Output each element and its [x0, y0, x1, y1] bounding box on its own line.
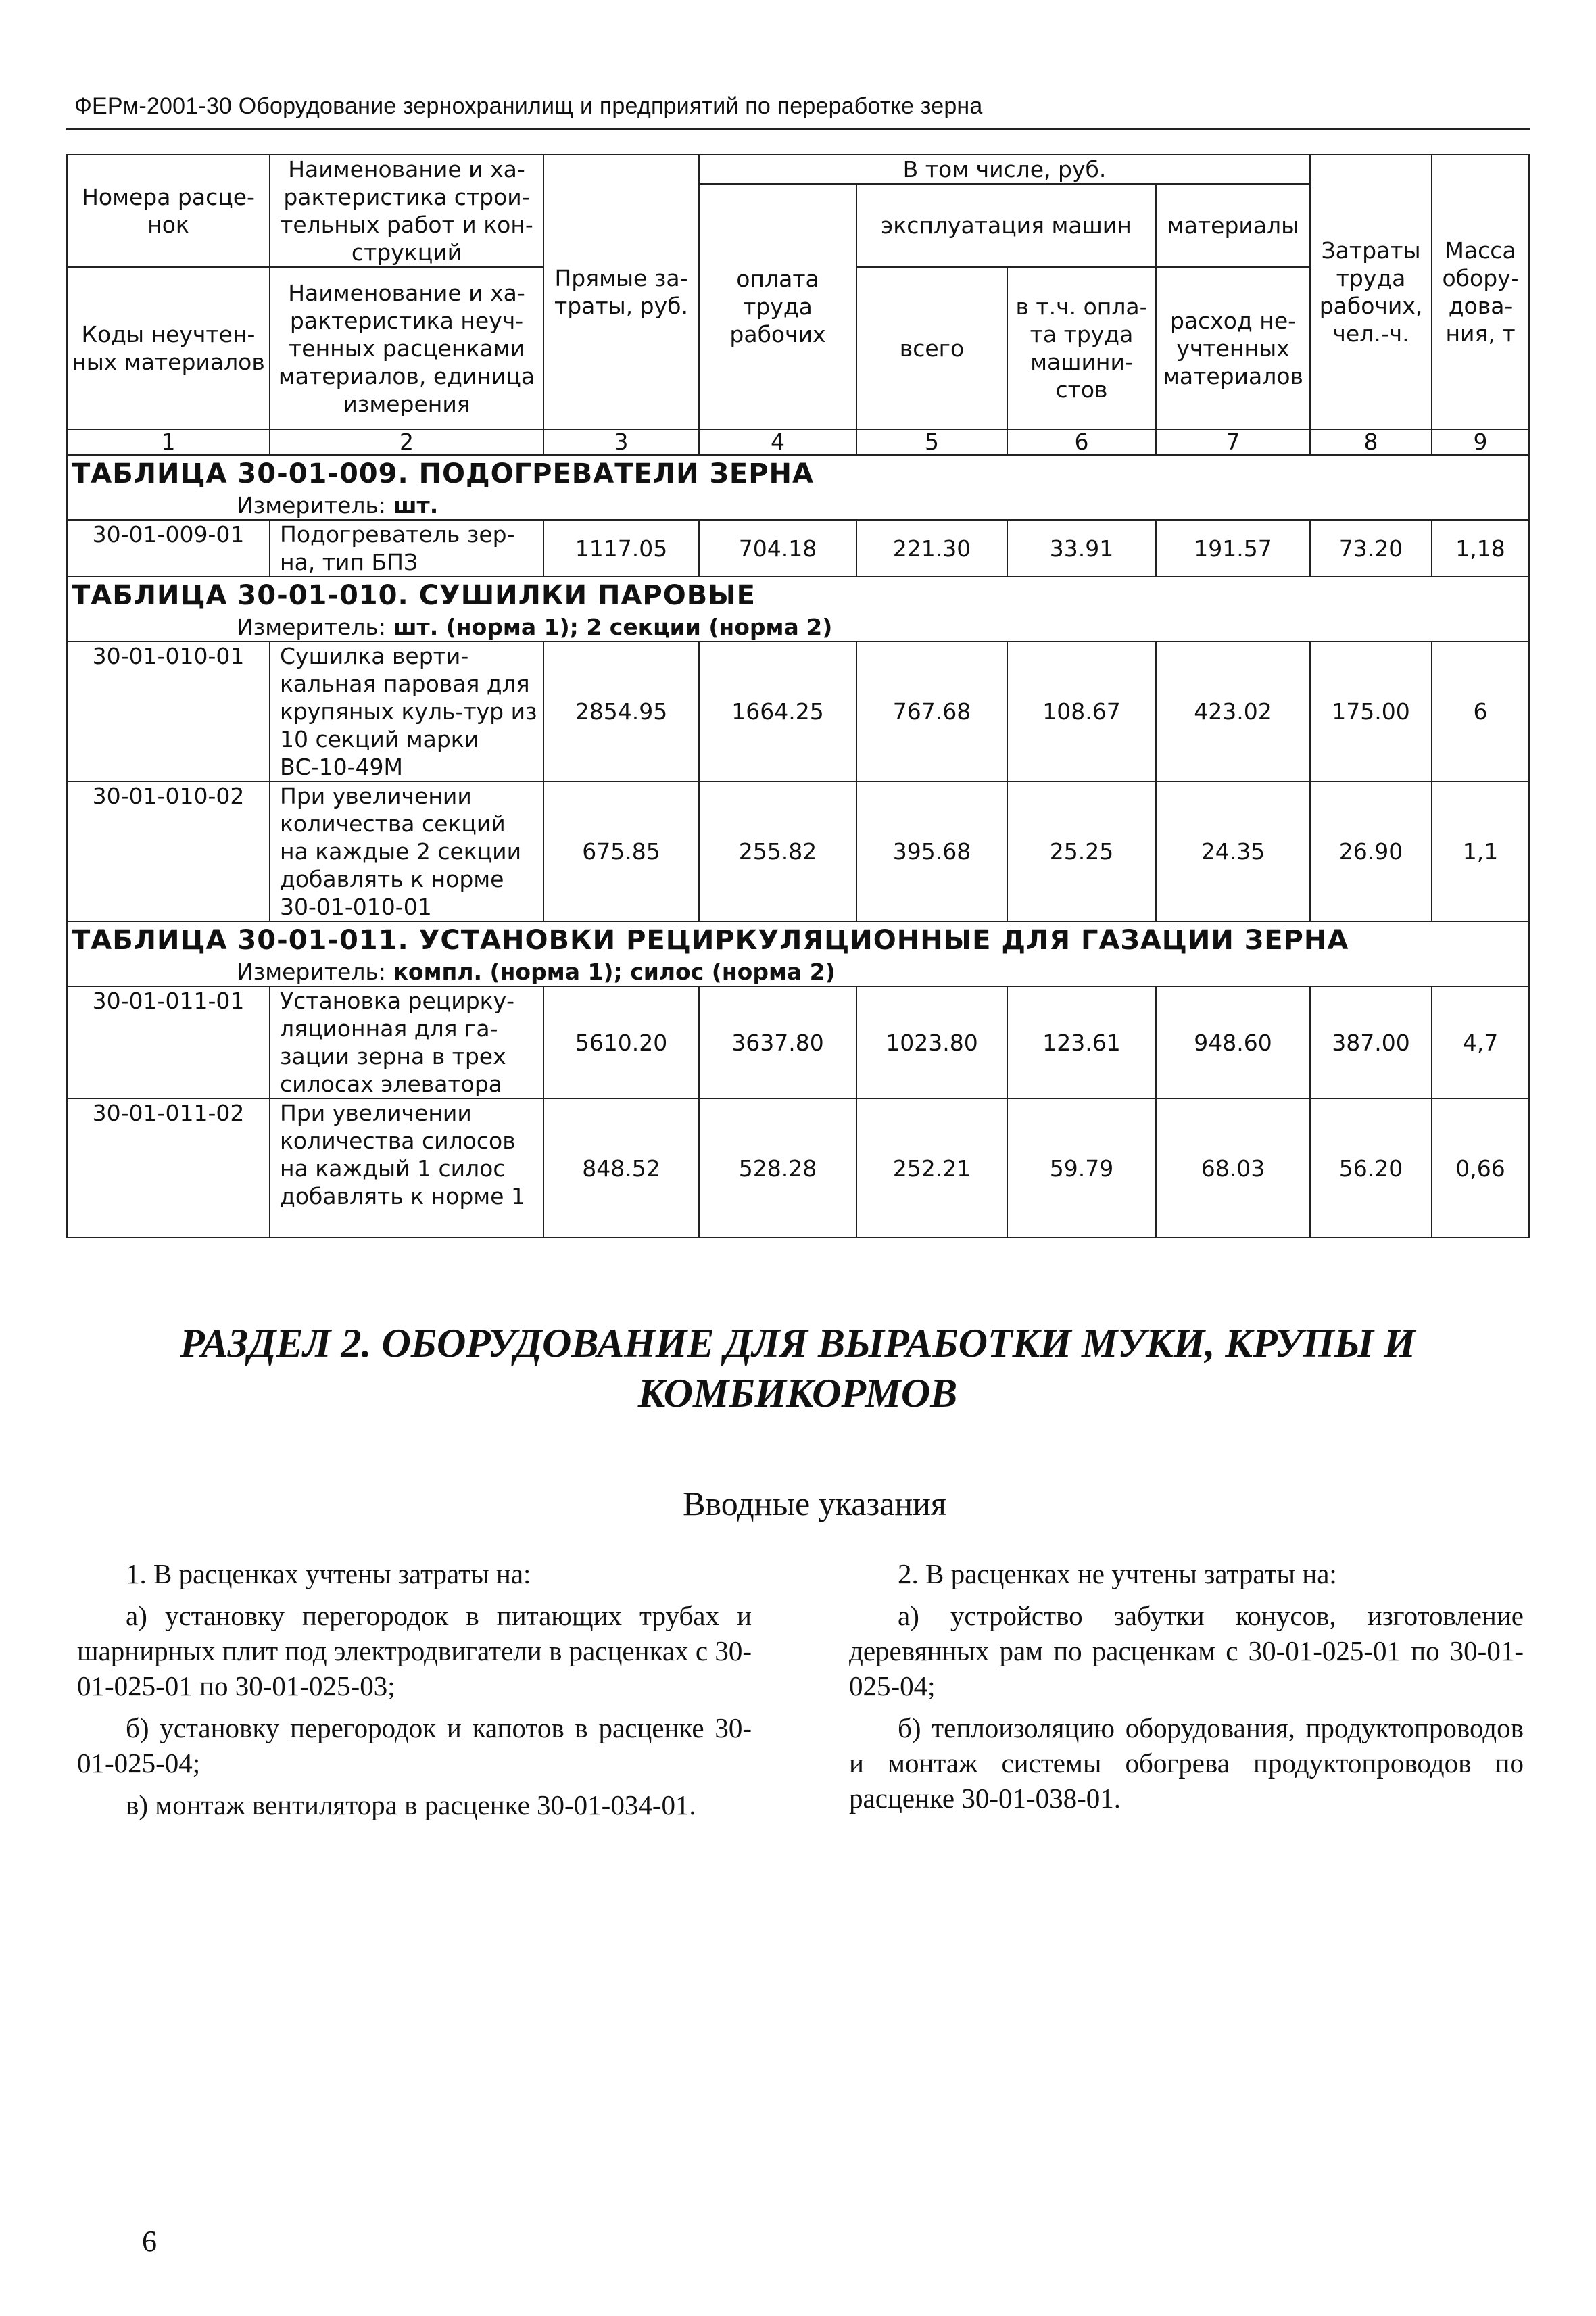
running-head: ФЕРм-2001-30 Оборудование зернохранилищ и предприятий по переработке зерна — [74, 93, 983, 119]
rate-description: Сушилка верти-кальная паровая для крупяных куль-тур из 10 секций марки ВС-10-49М — [270, 642, 543, 781]
header-unaccounted-consumption: расход не-учтенных материалов — [1156, 267, 1310, 429]
unit-label: Измеритель: — [237, 959, 387, 985]
materials-value: 948.60 — [1156, 986, 1310, 1099]
table-title-row — [67, 455, 1529, 520]
note-paragraph: 1. В расценках учтены затраты на: — [126, 1558, 531, 1589]
direct-costs: 1117.05 — [543, 520, 699, 577]
note-paragraph: а) установку перегородок в питающих трубах и шарнирных плит под электродвигатели в расценках с 30-01-025-01 по 30-01-025-03; — [77, 1600, 752, 1702]
machinist-pay: 108.67 — [1007, 642, 1156, 781]
header-including: В том числе, руб. — [699, 155, 1310, 184]
labor-costs: 73.20 — [1310, 520, 1432, 577]
worker-pay: 255.82 — [699, 781, 856, 921]
direct-costs: 2854.95 — [543, 642, 699, 781]
section-title-line: РАЗДЕЛ 2. ОБОРУДОВАНИЕ ДЛЯ ВЫРАБОТКИ МУКИ, КРУПЫ И — [180, 1321, 1416, 1366]
column-number: 6 — [1007, 429, 1156, 455]
header-unaccounted-codes: Коды неучтен-ных материалов — [67, 267, 270, 429]
section-title-line: КОМБИКОРМОВ — [637, 1371, 958, 1416]
page-number: 6 — [142, 2225, 157, 2258]
equipment-mass: 4,7 — [1432, 986, 1529, 1099]
rate-code: 30-01-010-02 — [67, 781, 270, 921]
machines-total: 395.68 — [856, 781, 1007, 921]
table-row — [67, 520, 1529, 577]
rate-description: Подогреватель зер-на, тип БПЗ — [270, 520, 543, 577]
labor-costs: 175.00 — [1310, 642, 1432, 781]
machines-total: 1023.80 — [856, 986, 1007, 1099]
machines-total: 252.21 — [856, 1099, 1007, 1238]
worker-pay: 1664.25 — [699, 642, 856, 781]
machinist-pay: 25.25 — [1007, 781, 1156, 921]
column-number: 3 — [543, 429, 699, 455]
table-title-row — [67, 577, 1529, 642]
machines-total: 221.30 — [856, 520, 1007, 577]
table-title: ТАБЛИЦА 30-01-009. ПОДОГРЕВАТЕЛИ ЗЕРНА — [72, 458, 814, 489]
header-direct-costs: Прямые за-траты, руб. — [543, 155, 699, 429]
note-paragraph: б) теплоизоляцию оборудования, продуктопроводов и монтаж системы обогрева продуктопроводов по расценке 30-01-038-01. — [849, 1712, 1524, 1814]
equipment-mass: 6 — [1432, 642, 1529, 781]
note-paragraph: а) устройство забутки конусов, изготовление деревянных рам по расценкам с 30-01-025-01 по 30-01-025-04; — [849, 1600, 1524, 1702]
unit-value: шт. — [393, 492, 439, 518]
materials-value: 24.35 — [1156, 781, 1310, 921]
column-number: 8 — [1310, 429, 1432, 455]
rate-code: 30-01-010-01 — [67, 642, 270, 781]
unit-line — [68, 492, 1528, 519]
rate-description: При увеличении количества секций на каждые 2 секции добавлять к норме 30-01-010-01 — [270, 781, 543, 921]
direct-costs: 848.52 — [543, 1099, 699, 1238]
notes-left-column — [77, 1556, 752, 1829]
equipment-mass: 1,1 — [1432, 781, 1529, 921]
unit-line — [68, 959, 1528, 986]
rate-code: 30-01-011-02 — [67, 1099, 270, 1238]
worker-pay: 528.28 — [699, 1099, 856, 1238]
table-title-row — [67, 921, 1529, 986]
header-worker-pay: оплата труда рабочих — [699, 184, 856, 429]
table-row — [67, 1099, 1529, 1238]
machinist-pay: 33.91 — [1007, 520, 1156, 577]
labor-costs: 387.00 — [1310, 986, 1432, 1099]
header-rule — [66, 128, 1530, 130]
table-title: ТАБЛИЦА 30-01-011. УСТАНОВКИ РЕЦИРКУЛЯЦИОННЫЕ ДЛЯ ГАЗАЦИИ ЗЕРНА — [72, 925, 1349, 956]
rate-code: 30-01-011-01 — [67, 986, 270, 1099]
materials-value: 423.02 — [1156, 642, 1310, 781]
column-number: 7 — [1156, 429, 1310, 455]
header-unaccounted-materials-name: Наименование и ха-рактеристика неуч-тенных расценками материалов, единица измерения — [270, 267, 543, 429]
header-equipment-mass: Масса обору-дова-ния, т — [1432, 155, 1529, 429]
machinist-pay: 59.79 — [1007, 1099, 1156, 1238]
header-rate-numbers: Номера расце-нок — [67, 155, 270, 267]
header-labor-costs: Затраты труда рабочих, чел.-ч. — [1310, 155, 1432, 429]
table-row — [67, 986, 1529, 1099]
intro-title: Вводные указания — [683, 1485, 946, 1522]
direct-costs: 675.85 — [543, 781, 699, 921]
note-paragraph: в) монтаж вентилятора в расценке 30-01-034-01. — [126, 1789, 696, 1820]
worker-pay: 704.18 — [699, 520, 856, 577]
column-number: 9 — [1432, 429, 1529, 455]
equipment-mass: 0,66 — [1432, 1099, 1529, 1238]
worker-pay: 3637.80 — [699, 986, 856, 1099]
equipment-mass: 1,18 — [1432, 520, 1529, 577]
column-number: 5 — [856, 429, 1007, 455]
column-number: 4 — [699, 429, 856, 455]
rate-code: 30-01-009-01 — [67, 520, 270, 577]
header-machines-total: всего — [856, 267, 1007, 429]
machinist-pay: 123.61 — [1007, 986, 1156, 1099]
section-title — [135, 1318, 1460, 1418]
unit-value: компл. (норма 1); силос (норма 2) — [393, 959, 836, 985]
unit-label: Измеритель: — [237, 614, 387, 640]
table-row — [67, 642, 1529, 781]
header-machine-operation: эксплуатация машин — [856, 184, 1156, 267]
unit-label: Измеритель: — [237, 492, 387, 518]
labor-costs: 56.20 — [1310, 1099, 1432, 1238]
materials-value: 191.57 — [1156, 520, 1310, 577]
table-title: ТАБЛИЦА 30-01-010. СУШИЛКИ ПАРОВЫЕ — [72, 580, 756, 611]
materials-value: 68.03 — [1156, 1099, 1310, 1238]
header-work-name: Наименование и ха-рактеристика строи-тельных работ и кон-струкций — [270, 155, 543, 267]
note-paragraph: б) установку перегородок и капотов в расценке 30-01-025-04; — [77, 1712, 752, 1779]
header-materials: материалы — [1156, 184, 1310, 267]
header-machinist-pay: в т.ч. опла-та труда машини-стов — [1007, 267, 1156, 429]
rate-description: При увеличении количества силосов на каждый 1 силос добавлять к норме 1 — [270, 1099, 543, 1238]
column-number: 1 — [67, 429, 270, 455]
rates-table — [66, 154, 1530, 1238]
direct-costs: 5610.20 — [543, 986, 699, 1099]
notes-right-column — [849, 1556, 1524, 1823]
machines-total: 767.68 — [856, 642, 1007, 781]
column-number: 2 — [270, 429, 543, 455]
labor-costs: 26.90 — [1310, 781, 1432, 921]
table-row — [67, 781, 1529, 921]
note-paragraph: 2. В расценках не учтены затраты на: — [898, 1558, 1337, 1589]
unit-value: шт. (норма 1); 2 секции (норма 2) — [393, 614, 833, 640]
rate-description: Установка рецирку-ляционная для га-зации зерна в трех силосах элеватора — [270, 986, 543, 1099]
unit-line — [68, 614, 1528, 641]
